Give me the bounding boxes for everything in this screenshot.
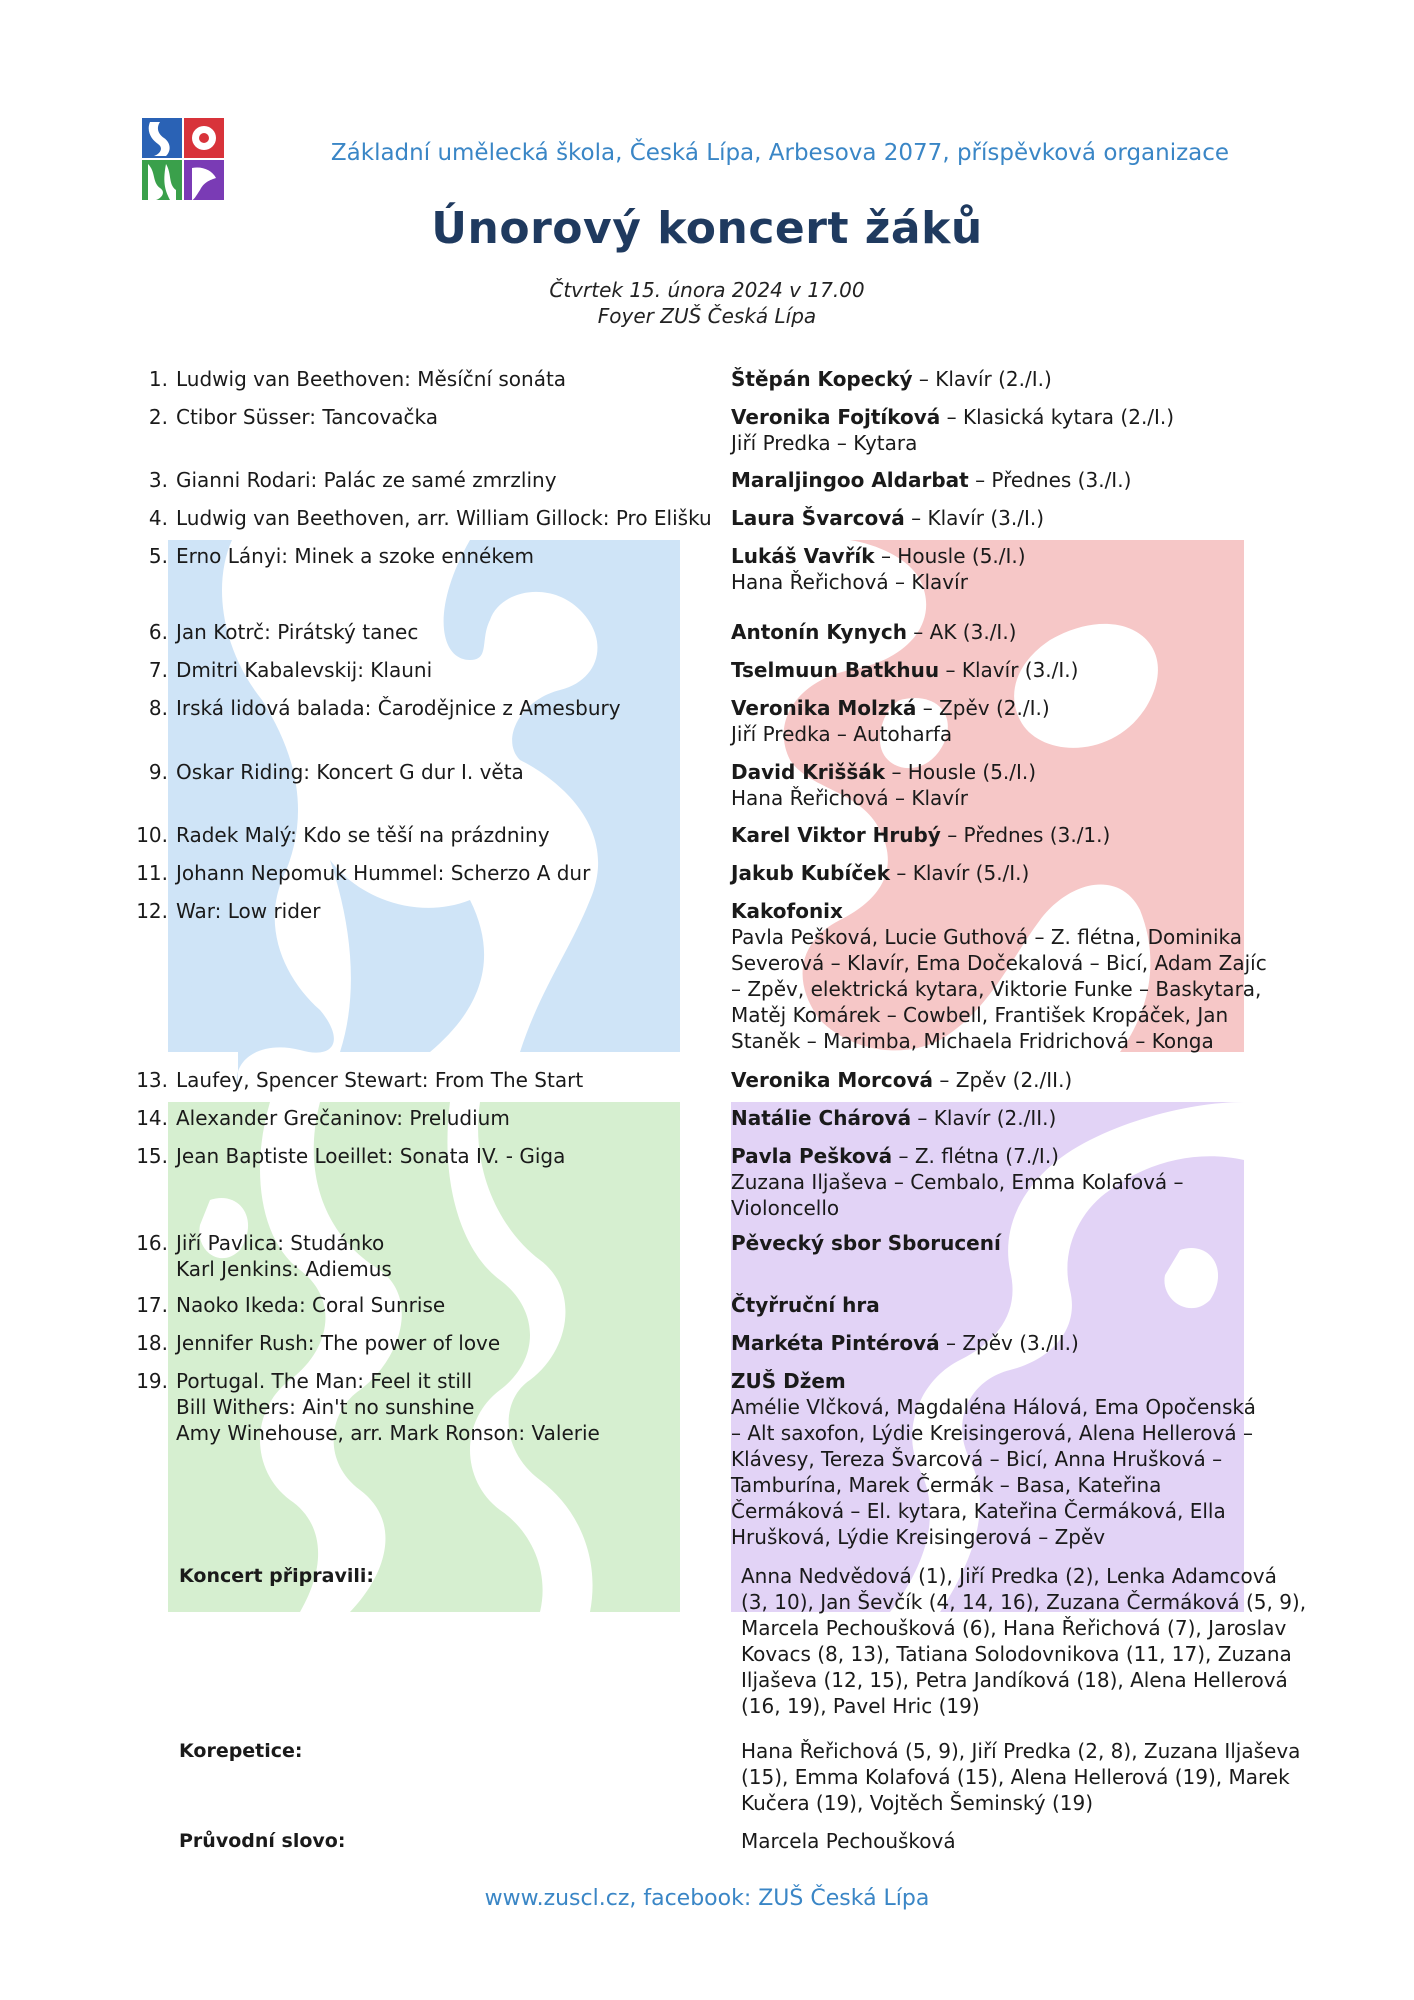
performer-instrument: – Přednes (3./I.) [968,468,1132,492]
credits-label: Průvodní slovo: [179,1830,346,1852]
performer-detail: Čermáková – El. kytara, Kateřina Čermáková, Ella [731,1499,1226,1523]
program-piece [176,1067,716,1093]
program-performer [731,657,1291,683]
performer-name: Veronika Molzká [731,696,917,720]
program-performer [731,822,1291,848]
piece-title: Gianni Rodari: Palác ze samé zmrzliny [176,468,557,492]
program-performer [731,898,1291,1054]
page-title: Únorový koncert žáků [431,203,983,254]
credits-line: Kovacs (8, 13), Tatiana Solodovnikova (11, 17), Zuzana [741,1642,1292,1666]
program-piece [176,657,716,683]
performer-name: Pěvecký sbor Sborucení [731,1231,1001,1255]
program-performer [731,505,1291,531]
performer-name: Laura Švarcová [731,506,905,530]
credits-line: Hana Řeřichová (5, 9), Jiří Predka (2, 8), Zuzana Iljaševa [741,1739,1301,1763]
program-number: 9. [148,760,168,784]
performer-detail: Hana Řeřichová – Klavír [731,786,968,810]
performer-name: Lukáš Vavřík [731,544,875,568]
program-number: 19. [136,1369,168,1393]
performer-detail: Pavla Pešková, Lucie Guthová – Z. flétna, Dominika [731,925,1243,949]
credits-line: Iljaševa (12, 15), Petra Jandíková (18), Alena Hellerová [741,1668,1288,1692]
program-piece [176,543,716,569]
program-performer [731,543,1291,595]
program-number: 12. [136,899,168,923]
program-piece [176,505,716,531]
credits-line: (3, 10), Jan Ševčík (4, 14, 16), Zuzana Čermáková (5, 9), [741,1590,1307,1614]
performer-detail: Staněk – Marimba, Michaela Fridrichová – Konga [731,1029,1214,1053]
performer-name: Tselmuun Batkhuu [731,658,940,682]
performer-name: Karel Viktor Hrubý [731,823,941,847]
performer-detail: Hrušková, Lýdie Kreisingerová – Zpěv [731,1525,1106,1549]
program-performer [731,759,1291,811]
program-number: 13. [136,1068,168,1092]
performer-name: Maraljingoo Aldarbat [731,468,969,492]
program-piece [176,1105,716,1131]
credits-value [741,1738,1321,1816]
program-piece [176,619,716,645]
program-piece [176,898,716,924]
credits-label: Koncert připravili: [179,1565,374,1587]
performer-detail: Matěj Komárek – Cowbell, František Kropáček, Jan [731,1003,1229,1027]
concert-date: Čtvrtek 15. února 2024 v 17.00 [549,278,865,302]
program-number: 16. [136,1231,168,1255]
performer-instrument: – Klasická kytara (2./I.) [940,405,1175,429]
program-piece [176,1292,716,1318]
piece-title: Ludwig van Beethoven: Měsíční sonáta [176,367,567,391]
piece-title: Jean Baptiste Loeillet: Sonata IV. - Giga [176,1144,566,1168]
credits-line: Marcela Pechoušková (6), Hana Řeřichová (7), Jaroslav [741,1616,1287,1640]
program-performer [731,1230,1291,1256]
program-performer [731,1330,1291,1356]
piece-title: Bill Withers: Ain't no sunshine [176,1395,475,1419]
performer-instrument: – Zpěv (3./II.) [939,1331,1079,1355]
performer-name: Jakub Kubíček [731,861,891,885]
program-number: 8. [148,696,168,720]
program-piece [176,1143,716,1169]
credits-line: Kučera (19), Vojtěch Šeminský (19) [741,1791,1094,1815]
performer-detail: – Zpěv, elektrická kytara, Viktorie Funke – Baskytara, [731,977,1262,1001]
performer-name: David Kriššák [731,760,886,784]
program-number: 2. [148,405,168,429]
program-number: 11. [136,861,168,885]
program-number: 3. [148,468,168,492]
performer-instrument: – Přednes (3./1.) [940,823,1111,847]
piece-title: War: Low rider [176,899,321,923]
performer-name: ZUŠ Džem [731,1369,846,1393]
concert-venue: Foyer ZUŠ Česká Lípa [597,304,817,328]
piece-title: Dmitri Kabalevskij: Klauni [176,658,433,682]
piece-title: Oskar Riding: Koncert G dur I. věta [176,760,524,784]
program-performer [731,366,1291,392]
performer-detail: Jiří Predka – Kytara [731,431,918,455]
piece-title: Karl Jenkins: Adiemus [176,1257,392,1281]
piece-title: Alexander Grečaninov: Preludium [176,1106,510,1130]
program-number: 7. [148,658,168,682]
performer-detail: Hana Řeřichová – Klavír [731,570,968,594]
performer-instrument: – Klavír (5./I.) [890,861,1030,885]
program-piece [176,860,716,886]
piece-title: Naoko Ikeda: Coral Sunrise [176,1293,446,1317]
credits-line: Anna Nedvědová (1), Jiří Predka (2), Lenka Adamcová [741,1564,1277,1588]
piece-title: Jennifer Rush: The power of love [176,1331,501,1355]
performer-detail: Klávesy, Tereza Švarcová – Bicí, Anna Hrušková – [731,1447,1223,1471]
piece-title: Portugal. The Man: Feel it still [176,1369,473,1393]
piece-title: Erno Lányi: Minek a szoke ennékem [176,544,534,568]
performer-instrument: – Klavír (3./I.) [939,658,1079,682]
program-piece [176,404,716,430]
credits-line: Marcela Pechoušková [741,1829,956,1853]
performer-name: Kakofonix [731,899,843,923]
performer-detail: Violoncello [731,1196,840,1220]
program-piece [176,822,716,848]
program-piece [176,1368,716,1446]
program-performer [731,695,1291,747]
credits-value [741,1563,1321,1719]
program-piece [176,1230,716,1282]
performer-name: Štěpán Kopecký [731,367,913,391]
program-number: 6. [148,620,168,644]
program-number: 1. [148,367,168,391]
performer-instrument: – Housle (5./I.) [885,760,1037,784]
program-piece [176,366,716,392]
program-performer [731,404,1291,456]
program-piece [176,467,716,493]
program-performer [731,619,1291,645]
performer-detail: Zuzana Iljaševa – Cembalo, Emma Kolafová – [731,1170,1184,1194]
credits-value [741,1828,1321,1854]
credits-line: (16, 19), Pavel Hric (19) [741,1694,980,1718]
piece-title: Ctibor Süsser: Tancovačka [176,405,439,429]
performer-name: Veronika Morcová [731,1068,934,1092]
performer-instrument: – Klavír (2./II.) [911,1106,1057,1130]
piece-title: Radek Malý: Kdo se těší na prázdniny [176,823,550,847]
performer-name: Pavla Pešková [731,1144,893,1168]
program-performer [731,860,1291,886]
performer-instrument: – AK (3./I.) [906,620,1017,644]
performer-name: Veronika Fojtíková [731,405,941,429]
piece-title: Irská lidová balada: Čarodějnice z Amesbury [176,696,621,720]
program-number: 5. [148,544,168,568]
program-number: 14. [136,1106,168,1130]
performer-name: Čtyřruční hra [731,1293,880,1317]
performer-instrument: – Zpěv (2./I.) [916,696,1050,720]
footer-links: www.zuscl.cz, facebook: ZUŠ Česká Lípa [484,1886,930,1911]
piece-title: Laufey, Spencer Stewart: From The Start [176,1068,584,1092]
performer-name: Antonín Kynych [731,620,907,644]
performer-instrument: – Klavír (3./I.) [904,506,1045,530]
program-performer [731,1143,1291,1221]
performer-instrument: – Zpěv (2./II.) [933,1068,1073,1092]
piece-title: Johann Nepomuk Hummel: Scherzo A dur [176,861,591,885]
program-performer [731,467,1291,493]
piece-title: Jiří Pavlica: Studánko [176,1231,385,1255]
school-logo [142,118,224,200]
program-number: 17. [136,1293,168,1317]
school-name: Základní umělecká škola, Česká Lípa, Arbesova 2077, příspěvková organizace [330,140,1230,166]
program-number: 4. [148,506,168,530]
program-performer [731,1105,1291,1131]
program-performer [731,1292,1291,1318]
program-piece [176,695,716,721]
credits-label: Korepetice: [179,1740,303,1762]
piece-title: Ludwig van Beethoven, arr. William Gillock: Pro Elišku [176,506,712,530]
performer-detail: Amélie Vlčková, Magdaléna Hálová, Ema Opočenská [731,1395,1256,1419]
program-performer [731,1368,1291,1550]
performer-instrument: – Housle (5./I.) [874,544,1026,568]
program-number: 10. [136,823,168,847]
performer-detail: Tamburína, Marek Čermák – Basa, Kateřina [731,1473,1162,1497]
performer-detail: Jiří Predka – Autoharfa [731,722,953,746]
credits-line: (15), Emma Kolafová (15), Alena Hellerová (19), Marek [741,1765,1290,1789]
piece-title: Amy Winehouse, arr. Mark Ronson: Valerie [176,1421,600,1445]
program-piece [176,1330,716,1356]
performer-detail: – Alt saxofon, Lýdie Kreisingerová, Alena Hellerová – [731,1421,1253,1445]
program-piece [176,759,716,785]
piece-title: Jan Kotrč: Pirátský tanec [176,620,419,644]
performer-name: Natálie Chárová [731,1106,912,1130]
program-performer [731,1067,1291,1093]
performer-detail: Severová – Klavír, Ema Dočekalová – Bicí, Adam Zajíc [731,951,1267,975]
performer-instrument: – Klavír (2./I.) [912,367,1052,391]
program-number: 18. [136,1331,168,1355]
performer-name: Markéta Pintérová [731,1331,940,1355]
performer-instrument: – Z. flétna (7./I.) [892,1144,1059,1168]
program-number: 15. [136,1144,168,1168]
